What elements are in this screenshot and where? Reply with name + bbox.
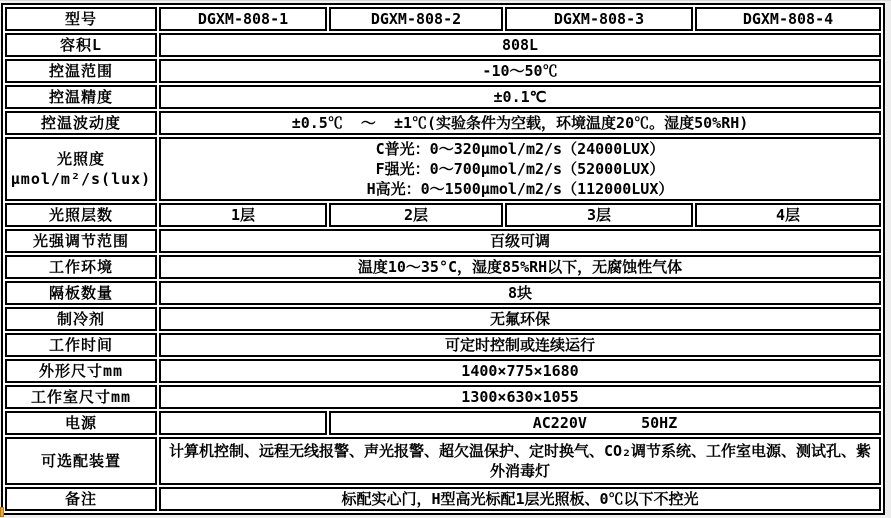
spec-value-volume: 808L [159, 33, 881, 57]
spec-value-light-layers-2: 2层 [329, 203, 503, 227]
table-row-illuminance [5, 137, 881, 201]
spec-value-temp-accuracy: ±0.1℃ [159, 85, 881, 109]
spec-value-work-time: 可定时控制或连续运行 [159, 333, 881, 357]
spec-value-remarks: 标配实心门，H型高光标配1层光照板、0℃以下不控光 [159, 487, 881, 511]
cell-line: μmol/m²/s(lux) [10, 170, 152, 188]
spec-value-options: 计算机控制、远程无线报警、声光报警、超欠温保护、定时换气、CO₂调节系统、工作室电源、测试孔、紫外消毒灯 [159, 437, 881, 485]
spec-label-light-layers: 光照层数 [5, 203, 157, 227]
spec-value-chamber-size: 1300×630×1055 [159, 385, 881, 409]
table-row-temp-range [5, 59, 881, 83]
spec-value-illuminance [159, 137, 881, 201]
spec-value-model-3: DGXM-808-3 [505, 7, 693, 31]
spec-value-temp-fluct: ±0.5℃ ～ ±1℃(实验条件为空载，环境温度20℃。湿度50%RH) [159, 111, 881, 135]
spec-label-options: 可选配装置 [5, 437, 157, 485]
spec-label-outer-size: 外形尺寸mm [5, 359, 157, 383]
table-row-temp-fluct [5, 111, 881, 135]
spec-label-temp-fluct: 控温波动度 [5, 111, 157, 135]
table-row-volume [5, 33, 881, 57]
selection-handle [0, 507, 4, 517]
table-row-shelves [5, 281, 881, 305]
cell-line: 光照度 [56, 150, 105, 168]
table-row-chamber-size [5, 385, 881, 409]
spec-label-temp-accuracy: 控温精度 [5, 85, 157, 109]
spec-label-remarks: 备注 [5, 487, 157, 511]
cell-line: F强光：0～700μmol/m2/s（52000LUX） [375, 160, 665, 178]
spec-value-light-adjust: 百级可调 [159, 229, 881, 253]
spec-label-environment: 工作环境 [5, 255, 157, 279]
spec-value-power-empty [159, 411, 327, 435]
table-row-remarks [5, 487, 881, 511]
table-row-temp-accuracy [5, 85, 881, 109]
table-row-work-time [5, 333, 881, 357]
spec-value-light-layers-3: 3层 [505, 203, 693, 227]
table-row-model [5, 7, 881, 31]
spec-value-power: AC220V 50HZ [329, 411, 881, 435]
spec-label-shelves: 隔板数量 [5, 281, 157, 305]
spec-label-light-adjust: 光强调节范围 [5, 229, 157, 253]
spec-label-temp-range: 控温范围 [5, 59, 157, 83]
spec-label-volume: 容积L [5, 33, 157, 57]
spec-value-environment: 温度10～35°C，湿度85%RH以下，无腐蚀性气体 [159, 255, 881, 279]
spec-label-work-time: 工作时间 [5, 333, 157, 357]
cell-line: C普光：0～320μmol/m2/s（24000LUX） [375, 140, 665, 158]
spec-value-model-1: DGXM-808-1 [159, 7, 327, 31]
spec-value-shelves: 8块 [159, 281, 881, 305]
table-row-options [5, 437, 881, 485]
spec-table [1, 3, 885, 515]
spec-label-power: 电源 [5, 411, 157, 435]
spec-label-chamber-size: 工作室尺寸mm [5, 385, 157, 409]
table-row-light-layers [5, 203, 881, 227]
table-row-outer-size [5, 359, 881, 383]
spec-label-refrigerant: 制冷剂 [5, 307, 157, 331]
spec-value-outer-size: 1400×775×1680 [159, 359, 881, 383]
spec-label-model: 型号 [5, 7, 157, 31]
spec-label-illuminance [5, 137, 157, 201]
viewport-edge-strip [886, 1, 891, 518]
spec-value-temp-range: -10～50℃ [159, 59, 881, 83]
spec-value-light-layers-1: 1层 [159, 203, 327, 227]
spec-value-light-layers-4: 4层 [695, 203, 881, 227]
table-row-light-adjust [5, 229, 881, 253]
cell-line: H高光：0～1500μmol/m2/s（112000LUX） [366, 180, 674, 198]
table-row-environment [5, 255, 881, 279]
spec-value-refrigerant: 无氟环保 [159, 307, 881, 331]
spec-value-model-2: DGXM-808-2 [329, 7, 503, 31]
spec-value-model-4: DGXM-808-4 [695, 7, 881, 31]
table-row-refrigerant [5, 307, 881, 331]
table-row-power [5, 411, 881, 435]
